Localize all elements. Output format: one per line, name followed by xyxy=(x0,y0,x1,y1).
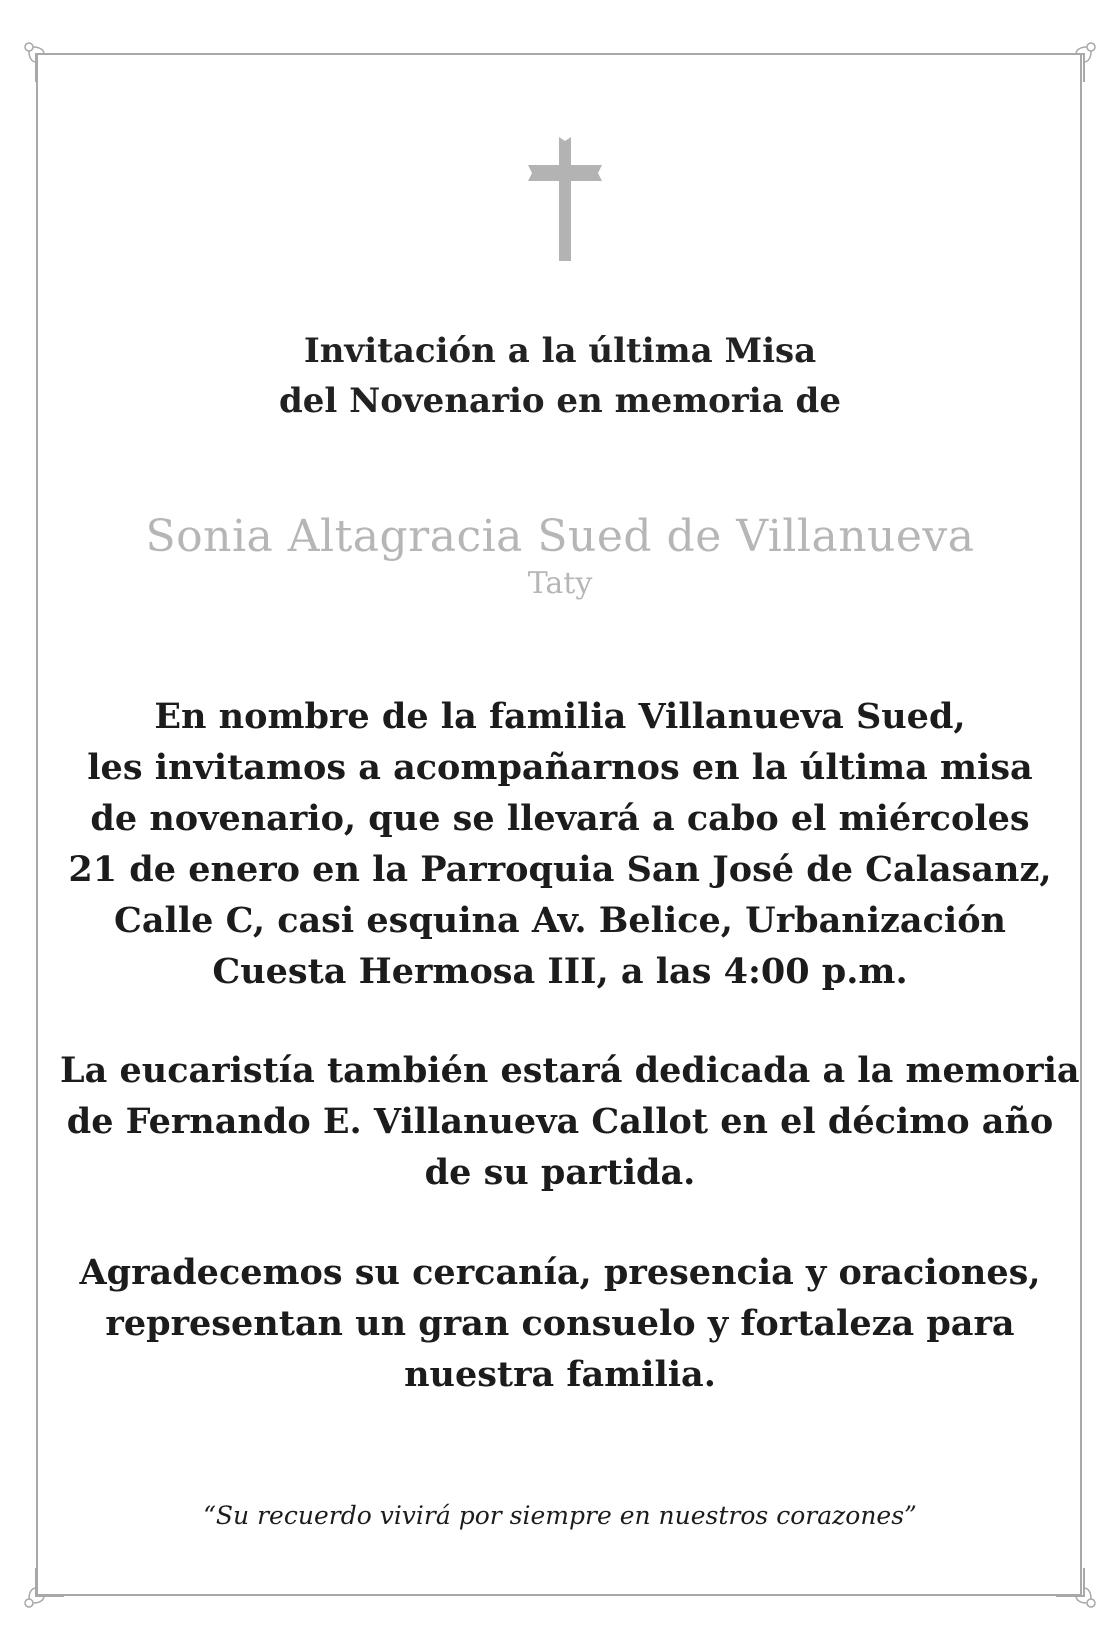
thanks-paragraph xyxy=(60,1247,1060,1400)
paragraph-line: En nombre de la familia Villanueva Sued, xyxy=(154,696,966,737)
cross-icon xyxy=(528,137,602,261)
corner-ornament-icon xyxy=(1052,38,1100,86)
paragraph-line: Agradecemos su cercanía, presencia y oraciones, xyxy=(79,1252,1041,1293)
paragraph-line: de su partida. xyxy=(424,1152,696,1193)
corner-ornament-icon xyxy=(1052,1564,1100,1612)
deceased-name: Sonia Altagracia Sued de Villanueva xyxy=(145,511,975,562)
heading-line: del Novenario en memoria de xyxy=(279,381,841,421)
heading-line: Invitación a la última Misa xyxy=(303,331,817,371)
invitation-paragraph xyxy=(60,691,1060,997)
dedication-paragraph xyxy=(60,1045,1080,1198)
corner-ornament-icon xyxy=(20,1564,68,1612)
paragraph-line: Cuesta Hermosa III, a las 4:00 p.m. xyxy=(212,951,908,992)
paragraph-line: La eucaristía también estará dedicada a la memoria xyxy=(60,1050,1080,1091)
paragraph-line: de novenario, que se llevará a cabo el miércoles xyxy=(90,798,1030,839)
paragraph-line: les invitamos a acompañarnos en la última misa xyxy=(87,747,1033,788)
paragraph-line: Calle C, casi esquina Av. Belice, Urbanización xyxy=(114,900,1006,941)
invitation-heading xyxy=(60,326,1060,426)
paragraph-line: de Fernando E. Villanueva Callot en el décimo año xyxy=(66,1101,1054,1142)
paragraph-line: representan un gran consuelo y fortaleza para xyxy=(105,1303,1015,1344)
memorial-quote: “Su recuerdo vivirá por siempre en nuestros corazones” xyxy=(203,1501,917,1530)
paragraph-line: nuestra familia. xyxy=(404,1354,716,1395)
deceased-nickname: Taty xyxy=(527,566,593,601)
corner-ornament-icon xyxy=(20,38,68,86)
paragraph-line: 21 de enero en la Parroquia San José de Calasanz, xyxy=(68,849,1052,890)
